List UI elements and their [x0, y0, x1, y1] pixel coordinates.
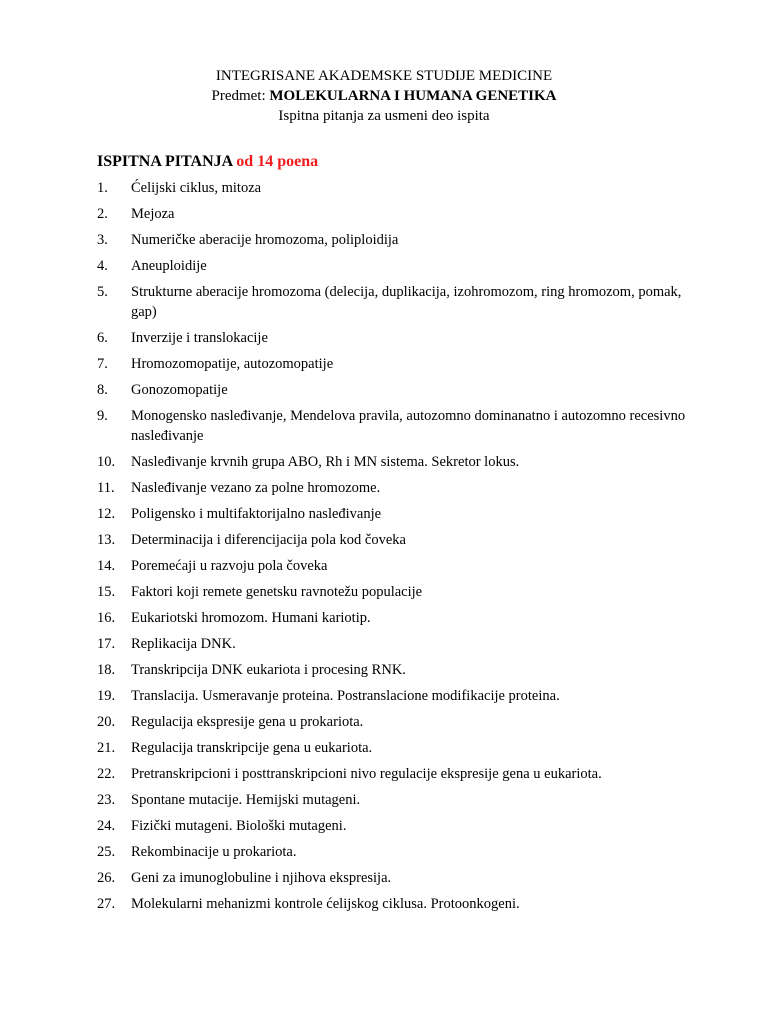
question-number: 3.	[97, 232, 108, 248]
question-text: Aneuploidije	[131, 258, 207, 274]
section-title-points: od 14 poena	[236, 153, 319, 170]
list-item	[97, 816, 687, 836]
question-number: 16.	[97, 610, 116, 626]
list-item	[97, 686, 687, 706]
question-text: Transkripcija DNK eukariota i procesing RNK.	[131, 662, 406, 678]
list-item	[97, 204, 687, 224]
question-number: 23.	[97, 792, 116, 808]
question-number: 10.	[97, 454, 116, 470]
question-text: Gonozomopatije	[131, 382, 228, 398]
question-number: 15.	[97, 584, 116, 600]
list-item	[97, 354, 687, 374]
question-number: 20.	[97, 714, 116, 730]
question-number: 18.	[97, 662, 116, 678]
question-text: Fizički mutageni. Biološki mutageni.	[131, 818, 347, 834]
list-item	[97, 178, 687, 198]
list-item	[97, 504, 687, 524]
list-item	[97, 452, 687, 472]
list-item	[97, 842, 687, 862]
list-item	[97, 256, 687, 276]
section-title	[97, 151, 318, 173]
question-text: Replikacija DNK.	[131, 636, 236, 652]
list-item	[97, 582, 687, 602]
question-text: Molekularni mehanizmi kontrole ćelijskog ciklusa. Protoonkogeni.	[131, 896, 520, 912]
question-number: 22.	[97, 766, 116, 782]
question-text: Numeričke aberacije hromozoma, poliploidija	[131, 232, 399, 248]
list-item	[97, 556, 687, 576]
list-item	[97, 230, 687, 250]
question-text: Rekombinacije u prokariota.	[131, 844, 297, 860]
question-text: Spontane mutacije. Hemijski mutageni.	[131, 792, 361, 808]
document-subtitle: Ispitna pitanja za usmeni deo ispita	[278, 108, 490, 124]
question-text: Strukturne aberacije hromozoma (delecija, duplikacija, izohromozom, ring hromozom, pomak, gap)	[131, 284, 682, 320]
list-item	[97, 894, 687, 914]
question-number: 4.	[97, 258, 108, 274]
question-number: 2.	[97, 206, 108, 222]
question-text: Nasleđivanje krvnih grupa ABO, Rh i MN sistema. Sekretor lokus.	[131, 454, 520, 470]
question-text: Determinacija i diferencijacija pola kod čoveka	[131, 532, 406, 548]
list-item	[97, 478, 687, 498]
question-text: Inverzije i translokacije	[131, 330, 268, 346]
question-text: Nasleđivanje vezano za polne hromozome.	[131, 480, 381, 496]
question-text: Faktori koji remete genetsku ravnotežu populacije	[131, 584, 423, 600]
question-number: 5.	[97, 284, 108, 300]
question-number: 24.	[97, 818, 116, 834]
list-item	[97, 764, 687, 784]
list-item	[97, 406, 687, 446]
list-item	[97, 634, 687, 654]
list-item	[97, 660, 687, 680]
question-text: Regulacija transkripcije gena u eukariota.	[131, 740, 373, 756]
section-title-main: ISPITNA PITANJA	[97, 153, 233, 170]
subject-name: MOLEKULARNA I HUMANA GENETIKA	[269, 88, 557, 104]
subject-line	[0, 86, 768, 106]
question-text: Regulacija ekspresije gena u prokariota.	[131, 714, 364, 730]
subject-label: Predmet:	[211, 88, 266, 104]
question-number: 12.	[97, 506, 116, 522]
question-number: 11.	[97, 480, 115, 496]
question-text: Mejoza	[131, 206, 175, 222]
question-text: Pretranskripcioni i posttranskripcioni nivo regulacije ekspresije gena u eukariota.	[131, 766, 602, 782]
question-number: 13.	[97, 532, 116, 548]
question-text: Monogensko nasleđivanje, Mendelova pravila, autozomno dominanatno i autozomno recesivno nasleđivanje	[131, 408, 686, 444]
question-number: 9.	[97, 408, 108, 424]
question-number: 19.	[97, 688, 116, 704]
question-number: 7.	[97, 356, 108, 372]
list-item	[97, 868, 687, 888]
question-list	[97, 178, 687, 920]
question-text: Poligensko i multifaktorijalno nasleđivanje	[131, 506, 382, 522]
question-number: 17.	[97, 636, 116, 652]
list-item	[97, 790, 687, 810]
question-text: Geni za imunoglobuline i njihova ekspresija.	[131, 870, 392, 886]
question-number: 8.	[97, 382, 108, 398]
question-number: 14.	[97, 558, 116, 574]
list-item	[97, 282, 687, 322]
question-text: Eukariotski hromozom. Humani kariotip.	[131, 610, 371, 626]
list-item	[97, 712, 687, 732]
question-number: 21.	[97, 740, 116, 756]
list-item	[97, 738, 687, 758]
document-header	[0, 66, 768, 126]
question-text: Poremećaji u razvoju pola čoveka	[131, 558, 328, 574]
institution-title: INTEGRISANE AKADEMSKE STUDIJE MEDICINE	[215, 68, 553, 84]
list-item	[97, 380, 687, 400]
question-text: Translacija. Usmeravanje proteina. Postranslacione modifikacije proteina.	[131, 688, 560, 704]
question-text: Ćelijski ciklus, mitoza	[131, 180, 262, 196]
question-number: 6.	[97, 330, 108, 346]
question-number: 26.	[97, 870, 116, 886]
question-number: 1.	[97, 180, 108, 196]
question-number: 25.	[97, 844, 116, 860]
list-item	[97, 608, 687, 628]
question-number: 27.	[97, 896, 116, 912]
list-item	[97, 530, 687, 550]
question-text: Hromozomopatije, autozomopatije	[131, 356, 334, 372]
list-item	[97, 328, 687, 348]
